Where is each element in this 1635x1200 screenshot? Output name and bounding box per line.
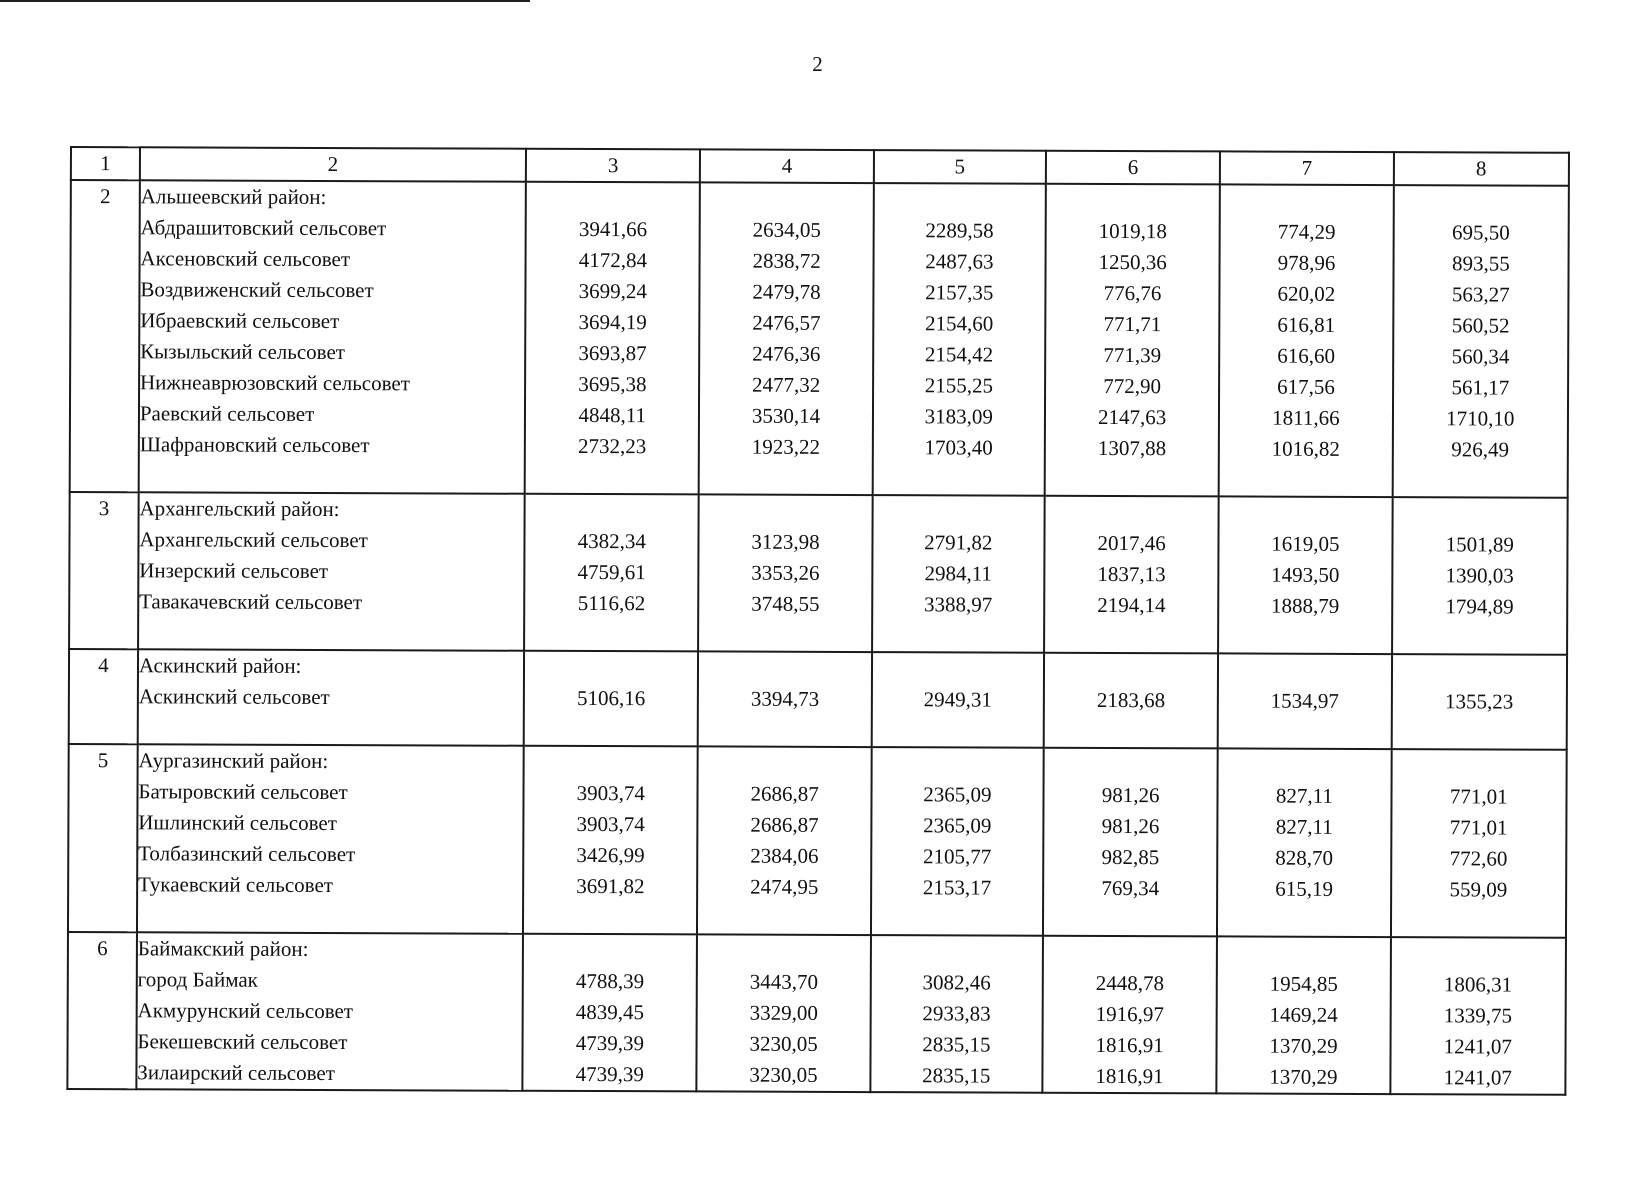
title-spacer [526,495,698,527]
value-cell: 3123,98 [751,529,820,554]
value-cell: 3941,66 [578,216,648,242]
settlement-name: Бекешевский сельсовет [137,1029,348,1055]
value-cell: 616,60 [1277,343,1336,368]
value-cell: 2476,57 [752,310,821,335]
value-cell: 1816,91 [1095,1032,1164,1058]
value-column-4 [697,746,871,935]
district-names-cell [139,180,526,493]
district-group-row [69,492,1568,655]
settlement-name: Толбазинский сельсовет [138,841,356,867]
settlement-name: Зилаирский сельсовет [137,1060,336,1086]
settlement-name: Кызыльский сельсовет [140,339,346,365]
value-cell: 2933,83 [922,1001,991,1026]
value-cell: 827,11 [1275,783,1333,808]
value-cell: 4172,84 [578,247,648,273]
value-cell: 2147,63 [1097,404,1167,430]
value-cell: 1710,10 [1446,406,1515,431]
value-column-7 [1218,496,1392,654]
settlement-name: Аскинский сельсовет [138,684,330,710]
value-cell: 2686,87 [750,781,819,806]
value-cell: 3903,74 [576,811,645,837]
value-cell: 563,27 [1451,282,1510,307]
settlement-name: Батыровский сельсовет [138,779,348,805]
value-cell: 3443,70 [749,969,819,994]
title-spacer [1044,937,1216,969]
district-group-row [69,649,1567,750]
title-spacer [1047,185,1219,217]
value-cell: 769,34 [1101,875,1160,901]
value-cell: 561,17 [1451,375,1510,400]
header-cell: 4 [700,149,873,183]
value-column-5 [872,495,1045,653]
title-spacer [698,935,869,967]
value-cell: 3694,19 [578,309,647,335]
value-cell: 982,85 [1101,844,1160,870]
district-names-cell [138,649,525,745]
settlement-name: Ибраевский сельсовет [140,308,340,334]
header-cell: 3 [526,149,700,183]
district-names-cell [138,492,525,650]
value-column-3 [524,651,699,747]
page-number: 2 [812,52,823,76]
settlement-name: Нижнеаврюзовский сельсовет [139,370,410,396]
value-cell: 1923,22 [751,434,821,459]
district-group-row [67,932,1566,1095]
value-column-3 [523,934,698,1092]
tariff-table [66,146,1570,1096]
value-column-6 [1044,653,1219,749]
title-spacer [1393,498,1567,530]
value-cell: 1534,97 [1270,688,1339,713]
title-spacer [872,748,1042,780]
title-spacer [872,936,1042,968]
value-cell: 1816,91 [1095,1063,1164,1089]
title-spacer [699,652,870,684]
title-spacer [1219,654,1390,686]
value-cell: 2153,17 [922,875,992,900]
value-cell: 560,34 [1451,344,1510,369]
value-column-7 [1217,936,1391,1094]
title-spacer [1045,654,1217,686]
value-cell: 3082,46 [922,970,991,995]
value-cell: 615,19 [1275,876,1334,901]
value-cell: 2477,32 [752,372,821,397]
title-spacer [1046,497,1218,529]
value-cell: 2732,23 [577,433,647,459]
value-cell: 2634,05 [752,217,821,242]
value-cell: 2487,63 [925,249,994,274]
title-spacer [874,184,1044,216]
blank-line [139,617,523,649]
value-column-8 [1392,185,1569,498]
district-title: Альшеевский район: [140,184,327,209]
district-number: 3 [69,492,138,649]
value-cell: 1469,24 [1269,1002,1338,1027]
value-cell: 1806,31 [1443,972,1513,997]
value-cell: 3230,05 [749,1062,818,1087]
value-cell: 2289,58 [925,218,994,243]
title-spacer [1392,750,1566,782]
value-cell: 828,70 [1275,845,1334,870]
value-column-8 [1391,749,1567,938]
district-title: Баймакский район: [137,936,309,961]
value-cell: 1370,29 [1269,1033,1338,1058]
value-cell: 1355,23 [1444,689,1514,714]
value-column-4 [699,182,873,495]
title-spacer [1220,497,1391,529]
settlement-name: Архангельский сельсовет [139,527,368,553]
value-cell: 776,76 [1103,280,1162,306]
value-cell: 2154,42 [924,342,994,367]
value-column-7 [1219,184,1393,497]
value-cell: 978,96 [1277,250,1336,275]
value-cell: 1837,13 [1097,561,1166,587]
value-column-8 [1392,497,1568,655]
title-spacer [699,747,870,779]
value-cell: 1794,89 [1445,594,1514,619]
value-column-8 [1391,654,1567,750]
value-cell: 616,81 [1277,312,1336,337]
value-cell: 1954,85 [1269,971,1338,996]
title-spacer [1394,186,1568,218]
value-cell: 1493,50 [1271,562,1340,587]
value-column-7 [1217,748,1391,937]
value-cell: 3388,97 [923,592,993,617]
district-title: Архангельский район: [139,496,340,522]
value-cell: 3329,00 [749,1000,818,1025]
value-cell: 1370,29 [1269,1064,1338,1089]
value-cell: 1339,75 [1443,1003,1513,1028]
value-cell: 1811,66 [1272,405,1340,430]
value-cell: 926,49 [1451,437,1510,462]
value-cell: 3693,87 [578,340,647,366]
value-cell: 3691,82 [576,873,645,899]
settlement-name: Абдрашитовский сельсовет [140,215,387,241]
header-cell: 6 [1046,151,1220,185]
value-column-6 [1044,496,1219,654]
value-cell: 827,11 [1275,814,1333,839]
header-cell: 1 [71,147,140,180]
top-rule [0,0,530,2]
value-cell: 1390,03 [1445,563,1514,588]
value-column-3 [525,182,701,495]
title-spacer [1393,655,1567,687]
value-cell: 2154,60 [924,311,994,336]
district-title: Аскинский район: [138,653,302,678]
title-spacer [1391,938,1565,970]
district-group-row [68,744,1567,938]
value-column-3 [524,494,699,652]
value-cell: 2835,15 [922,1032,991,1057]
value-cell: 2194,14 [1097,592,1166,618]
value-cell: 2476,36 [752,341,821,366]
value-cell: 2835,15 [922,1063,991,1088]
value-column-5 [871,747,1044,936]
value-cell: 3748,55 [751,591,820,616]
value-cell: 1241,07 [1443,1065,1512,1090]
title-spacer [700,495,871,527]
value-cell: 4848,11 [578,402,647,428]
blank-line [139,712,523,744]
value-cell: 1250,36 [1098,249,1167,275]
value-cell: 2384,06 [750,843,819,868]
value-column-6 [1043,748,1218,937]
value-column-4 [698,651,872,747]
value-cell: 4382,34 [577,528,646,554]
value-column-6 [1045,184,1221,497]
value-cell: 2105,77 [922,844,992,869]
header-cell: 5 [874,150,1046,184]
value-cell: 1307,88 [1097,435,1167,461]
district-names-cell [136,932,523,1090]
header-cell: 7 [1220,151,1393,185]
value-cell: 620,02 [1277,281,1336,306]
value-cell: 3903,74 [576,780,645,806]
value-cell: 893,55 [1451,251,1510,276]
value-cell: 3353,26 [751,560,820,585]
value-cell: 5106,16 [576,685,646,711]
value-cell: 981,26 [1101,782,1160,808]
value-column-5 [871,652,1044,748]
value-cell: 4839,45 [575,999,645,1025]
value-cell: 1619,05 [1271,531,1340,556]
district-group-row [70,180,1569,498]
value-cell: 3394,73 [750,686,820,711]
title-spacer [873,496,1043,528]
title-spacer [1045,749,1217,781]
value-cell: 3695,38 [578,371,647,397]
value-cell: 2791,82 [924,530,993,555]
value-cell: 2984,11 [924,561,993,586]
value-cell: 3530,14 [751,403,821,428]
value-cell: 2017,46 [1097,530,1166,556]
district-title: Аургазинский район: [138,748,329,773]
value-cell: 774,29 [1277,219,1336,244]
value-cell: 2479,78 [752,279,821,304]
blank-line [138,900,522,932]
settlement-name: Тавакачевский сельсовет [139,589,363,615]
value-cell: 771,39 [1103,342,1162,368]
value-cell: 772,60 [1449,846,1508,871]
title-spacer [701,183,872,215]
value-column-4 [697,934,871,1092]
district-number: 6 [67,932,136,1089]
value-cell: 981,26 [1101,813,1160,839]
title-spacer [524,935,696,967]
value-cell: 772,90 [1103,373,1162,399]
value-cell: 4739,39 [575,1030,645,1056]
value-cell: 2365,09 [923,813,992,838]
value-cell: 2448,78 [1095,970,1165,996]
value-cell: 4739,39 [575,1061,644,1087]
district-number: 2 [70,180,140,492]
value-cell: 695,50 [1452,220,1510,245]
value-cell: 771,71 [1103,311,1162,337]
settlement-name: город Баймак [137,967,258,992]
district-names-cell [137,744,524,933]
value-cell: 1916,97 [1095,1001,1164,1027]
title-spacer [1218,937,1389,969]
title-spacer [525,652,697,684]
title-spacer [525,747,697,779]
title-spacer [1221,185,1392,217]
value-cell: 4788,39 [575,968,645,994]
blank-line [140,460,524,492]
value-cell: 2838,72 [752,248,821,273]
value-cell: 1703,40 [924,435,993,460]
table-body [67,180,1568,1095]
settlement-name: Акмурунский сельсовет [137,998,354,1024]
value-cell: 2686,87 [750,812,819,837]
settlement-name: Раевский сельсовет [139,401,315,426]
value-cell: 3230,05 [749,1031,818,1056]
value-cell: 5116,62 [577,590,646,616]
value-cell: 2474,95 [750,874,819,899]
header-cell: 8 [1393,152,1569,186]
value-cell: 1888,79 [1271,593,1340,618]
district-number: 5 [68,744,138,932]
value-cell: 2183,68 [1096,687,1166,713]
value-cell: 771,01 [1449,815,1508,840]
value-cell: 2365,09 [923,782,992,807]
settlement-name: Ишлинский сельсовет [138,810,337,836]
settlement-name: Инзерский сельсовет [139,558,329,583]
title-spacer [873,653,1043,685]
settlement-name: Воздвиженский сельсовет [140,277,374,303]
title-spacer [527,183,699,215]
value-cell: 3699,24 [578,278,647,304]
value-cell: 560,52 [1451,313,1510,338]
header-cell: 2 [140,147,526,181]
value-column-8 [1390,937,1566,1095]
value-cell: 4759,61 [577,559,646,585]
value-cell: 617,56 [1277,374,1335,399]
value-cell: 2155,25 [924,373,994,398]
settlement-name: Аксеновский сельсовет [140,246,351,272]
value-cell: 2949,31 [923,687,992,712]
value-cell: 3426,99 [576,842,645,868]
value-cell: 771,01 [1449,784,1508,809]
value-column-6 [1042,936,1217,1094]
value-column-5 [870,935,1043,1093]
value-cell: 1241,07 [1443,1034,1513,1059]
value-cell: 2157,35 [925,280,994,305]
district-number: 4 [69,649,138,744]
value-cell: 559,09 [1449,877,1508,902]
value-cell: 1016,82 [1271,436,1340,461]
title-spacer [1219,749,1390,781]
value-column-4 [699,494,873,652]
value-cell: 1501,89 [1445,532,1514,557]
value-column-7 [1218,653,1392,749]
value-column-3 [523,746,698,935]
value-column-5 [872,183,1045,496]
value-cell: 1019,18 [1098,218,1167,244]
settlement-name: Тукаевский сельсовет [138,872,334,898]
value-cell: 3183,09 [924,404,993,429]
settlement-name: Шафрановский сельсовет [139,432,370,458]
